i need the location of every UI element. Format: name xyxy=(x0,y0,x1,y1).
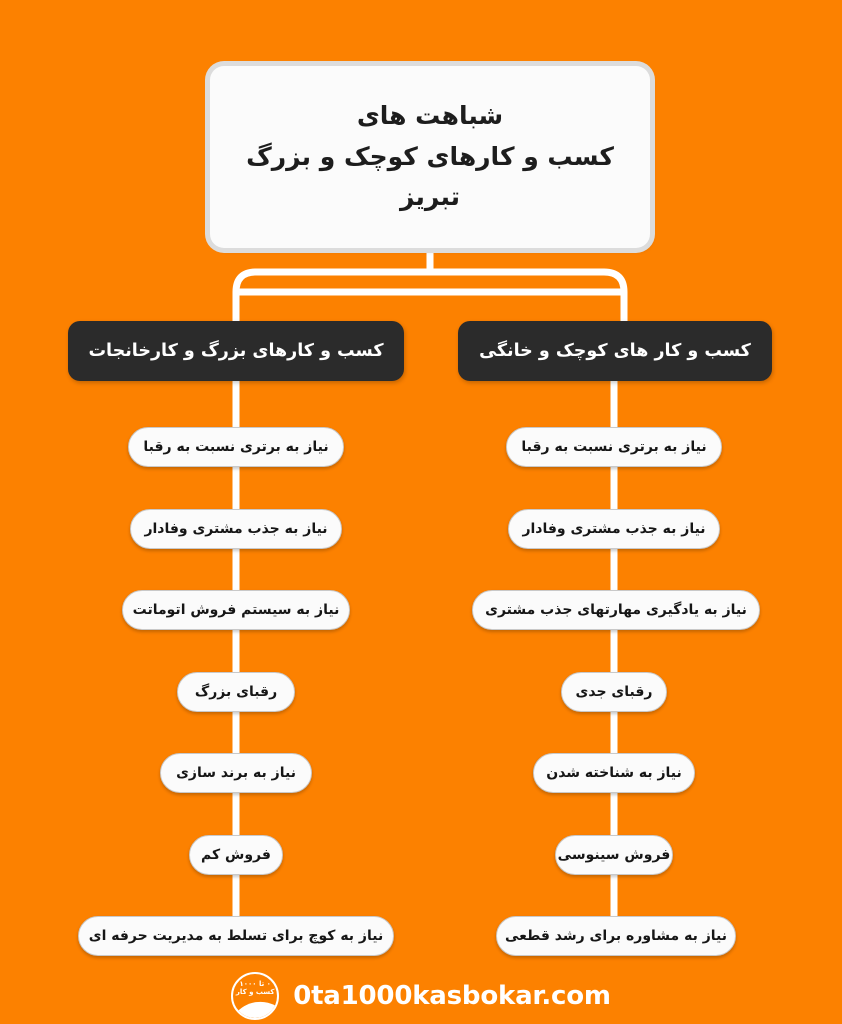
list-item: نیاز به برند سازی xyxy=(160,753,312,793)
main-title-box xyxy=(210,66,650,248)
list-item: نیاز به برتری نسبت به رقبا xyxy=(128,427,344,467)
logo-mark-line-2: کسب و کار xyxy=(235,988,275,997)
logo-swoosh-shape xyxy=(231,998,279,1020)
column-header-large-businesses: کسب و کارهای بزرگ و کارخانجات xyxy=(68,321,404,381)
list-item: فروش کم xyxy=(189,835,283,875)
list-item: نیاز به یادگیری مهارتهای جذب مشتری xyxy=(472,590,760,630)
list-item: نیاز به شناخته شدن xyxy=(533,753,695,793)
list-item: نیاز به مشاوره برای رشد قطعی xyxy=(496,916,736,956)
title-line-2: کسب و کارهای کوچک و بزرگ xyxy=(246,141,614,171)
brand-logo-icon xyxy=(231,972,279,1020)
list-item: رقبای بزرگ xyxy=(177,672,295,712)
list-item: نیاز به جذب مشتری وفادار xyxy=(130,509,342,549)
list-item: نیاز به کوچ برای تسلط به مدیریت حرفه ای xyxy=(78,916,394,956)
footer xyxy=(0,972,842,1020)
list-item: نیاز به برتری نسبت به رقبا xyxy=(506,427,722,467)
list-item: رقبای جدی xyxy=(561,672,667,712)
logo-mark-line-1: ۰ تا ۱۰۰۰ xyxy=(239,980,271,988)
list-item: فروش سینوسی xyxy=(555,835,673,875)
title-line-3: تبریز xyxy=(399,182,461,212)
column-header-small-home-businesses: کسب و کار های کوچک و خانگی xyxy=(458,321,772,381)
list-item: نیاز به سیستم فروش اتوماتت xyxy=(122,590,350,630)
logo-mark-text xyxy=(233,980,277,996)
website-url: 0ta1000kasbokar.com xyxy=(293,981,611,1011)
list-item: نیاز به جذب مشتری وفادار xyxy=(508,509,720,549)
page-title xyxy=(228,96,632,218)
title-line-1: شباهت های xyxy=(356,101,504,131)
